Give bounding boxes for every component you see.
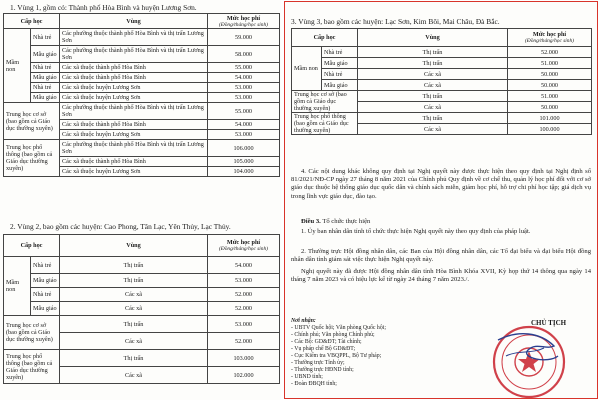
official-seal-icon	[488, 320, 570, 399]
zone-cell: Các xã	[358, 69, 508, 80]
table-row	[292, 80, 592, 91]
table-row	[4, 103, 280, 120]
zone2-fee-table	[3, 234, 280, 384]
table-row	[4, 83, 280, 93]
level-preschool: Mầm non	[292, 47, 322, 91]
zone-cell: Thị trấn	[60, 274, 208, 288]
zone-cell: Thị trấn	[60, 316, 208, 333]
fee-cell: 50.000	[508, 102, 592, 113]
zone-cell: Các phường thuộc thành phố Hòa Bình và thị trấn Lương Sơn	[60, 103, 208, 120]
sub-level: Nhà trẻ	[322, 47, 358, 58]
table-row	[4, 288, 280, 302]
header-level: Cấp học	[4, 235, 60, 257]
zone-cell: Thị trấn	[358, 58, 508, 69]
sub-level: Nhà trẻ	[31, 288, 60, 302]
header-fee: Mức học phí (Đồng/tháng/học sinh)	[208, 235, 280, 257]
zone-cell: Các xã thuộc thành phố Hòa Bình	[60, 120, 208, 130]
table-row	[4, 316, 280, 333]
fee-cell: 54.000	[208, 120, 280, 130]
zone-cell: Các xã thuộc huyện Lương Sơn	[60, 167, 208, 177]
table-row	[4, 140, 280, 157]
fee-cell: 53.000	[208, 130, 280, 140]
fee-cell: 55.000	[208, 63, 280, 73]
zone-cell: Các xã	[358, 102, 508, 113]
table-row	[292, 47, 592, 58]
sub-level: Mẫu giáo	[31, 274, 60, 288]
fee-cell: 53.000	[208, 316, 280, 333]
fee-cell: 51.000	[508, 91, 592, 102]
zone-cell: Các xã thuộc thành phố Hòa Bình	[60, 73, 208, 83]
recipient-item: - UBTV Quốc hội; Văn phòng Quốc hội;	[291, 325, 386, 331]
level-high: Trung học phổ thông (bao gồm cả Giáo dục thường xuyên)	[4, 350, 60, 384]
right-document-page	[284, 1, 598, 399]
table-header-row	[4, 235, 280, 257]
fee-cell: 54.000	[208, 73, 280, 83]
header-level: Cấp học	[4, 14, 60, 29]
header-fee: Mức học phí (Đồng/tháng/học sinh)	[208, 14, 280, 29]
zone-cell: Các xã	[358, 124, 508, 135]
zone-cell: Thị trấn	[60, 257, 208, 274]
zone-cell: Các phường thuộc thành phố Hòa Bình và thị trấn Lương Sơn	[60, 29, 208, 46]
zone3-title: 3. Vùng 3, bao gồm các huyện: Lạc Sơn, Kim Bôi, Mai Châu, Đà Bắc.	[291, 17, 500, 26]
header-zone: Vùng	[358, 29, 508, 47]
zone-cell: Các xã thuộc thành phố Hòa Bình	[60, 63, 208, 73]
left-document-page	[0, 0, 281, 400]
table-row	[4, 302, 280, 316]
zone-cell: Các xã thuộc thành phố Hòa Bình	[60, 157, 208, 167]
fee-cell: 105.000	[208, 157, 280, 167]
fee-cell: 50.000	[508, 69, 592, 80]
zone-cell: Các phường thuộc thành phố Hòa Bình và thị trấn Lương Sơn	[60, 46, 208, 63]
fee-cell: 58.000	[208, 46, 280, 63]
sub-level: Mẫu giáo	[31, 46, 60, 63]
fee-cell: 52.000	[208, 333, 280, 350]
recipient-item: - Các Bộ: GD&ĐT; Tài chính;	[291, 339, 362, 345]
sub-level: Mẫu giáo	[31, 302, 60, 316]
table-row	[292, 58, 592, 69]
level-preschool: Mầm non	[4, 257, 31, 316]
sub-level: Mẫu giáo	[31, 93, 60, 103]
sub-level: Nhà trẻ	[31, 29, 60, 46]
table-header-row	[292, 29, 592, 47]
level-secondary: Trung học cơ sở (bao gồm cả Giáo dục thường xuyên)	[292, 91, 358, 113]
paragraph-implementation-1: 1. Ủy ban nhân dân tỉnh tổ chức thực hiện Nghị quyết này theo quy định của pháp luật.	[301, 228, 531, 235]
level-high: Trung học phổ thông (bao gồm cả Giáo dục thường xuyên)	[4, 140, 60, 177]
header-level: Cấp học	[292, 29, 358, 47]
fee-cell: 50.000	[508, 80, 592, 91]
table-row	[4, 93, 280, 103]
table-row	[4, 63, 280, 73]
zone-cell: Các xã	[60, 333, 208, 350]
table-row	[4, 350, 280, 367]
fee-cell: 52.000	[208, 288, 280, 302]
level-preschool: Mầm non	[4, 29, 31, 103]
sub-level: Nhà trẻ	[322, 69, 358, 80]
header-zone: Vùng	[60, 14, 208, 29]
recipients-block	[291, 318, 456, 388]
fee-cell: 53.000	[208, 83, 280, 93]
signer-title: CHỦ TỊCH	[531, 319, 567, 327]
table-row	[292, 69, 592, 80]
recipient-item: - Cục Kiểm tra VBQPPL, Bộ Tư pháp;	[291, 353, 382, 359]
table-row	[4, 29, 280, 46]
fee-cell: 101.000	[508, 113, 592, 124]
sub-level: Mẫu giáo	[322, 58, 358, 69]
zone-cell: Thị trấn	[358, 47, 508, 58]
zone-cell: Thị trấn	[358, 113, 508, 124]
zone2-title: 2. Vùng 2, bao gồm các huyện: Cao Phong, Tân Lạc, Yên Thủy, Lạc Thủy.	[10, 222, 231, 231]
recipient-item: - Chính phủ; Văn phòng Chính phủ;	[291, 332, 375, 338]
paragraph-implementation-2: 2. Thường trực Hội đồng nhân dân, các Ban của Hội đồng nhân dân, các Tổ đại biểu và đại biểu Hội đồng nhân dân tỉnh giám sát việc thực hiện Nghị quyết này.	[291, 248, 591, 264]
sub-level: Mẫu giáo	[31, 73, 60, 83]
zone-cell: Các phường thuộc thành phố Hòa Bình và thị trấn Lương Sơn	[60, 140, 208, 157]
fee-cell: 53.000	[208, 274, 280, 288]
header-zone: Vùng	[60, 235, 208, 257]
sub-level: Nhà trẻ	[31, 83, 60, 93]
level-secondary: Trung học cơ sở (bao gồm cả Giáo dục thường xuyên)	[4, 103, 60, 140]
fee-cell: 100.000	[508, 124, 592, 135]
table-row	[292, 91, 592, 102]
article-3-heading	[291, 218, 591, 226]
recipient-item: - Đoàn ĐBQH tỉnh;	[291, 381, 337, 387]
table-row	[4, 257, 280, 274]
fee-cell: 51.000	[508, 58, 592, 69]
sub-level: Nhà trẻ	[31, 63, 60, 73]
recipient-item: - Thường trực HĐND tỉnh;	[291, 367, 354, 373]
recipient-item: - UBND tỉnh;	[291, 374, 323, 380]
sub-level: Mẫu giáo	[322, 80, 358, 91]
fee-cell: 52.000	[208, 302, 280, 316]
table-row	[292, 113, 592, 124]
table-row	[4, 73, 280, 83]
zone-cell: Thị trấn	[60, 350, 208, 367]
fee-cell: 59.000	[208, 29, 280, 46]
paragraph-other-provisions: 4. Các nội dung khác không quy định tại Nghị quyết này được thực hiện theo quy định tại Nghị định số 81/2021/NĐ-CP ngày 27 tháng 8 năm 2021 của Chính phủ Quy định về cơ chế thu, quản lý học phí đối với cơ sở giáo dục thuộc hệ thống giáo dục quốc dân và chính sách miễn, giảm học phí, hỗ trợ chi phí học tập; giá dịch vụ trong lĩnh vực giáo dục, đào tạo.	[291, 168, 591, 200]
zone-cell: Thị trấn	[358, 91, 508, 102]
level-high: Trung học phổ thông (bao gồm cả Giáo dục thường xuyên)	[292, 113, 358, 135]
zone3-fee-table	[291, 28, 592, 135]
recipients-title: Nơi nhận:	[291, 318, 316, 324]
zone-cell: Các xã thuộc huyện Lương Sơn	[60, 93, 208, 103]
header-fee: Mức học phí (Đồng/tháng/học sinh)	[508, 29, 592, 47]
zone-cell: Các xã	[60, 288, 208, 302]
fee-cell: 106.000	[208, 140, 280, 157]
fee-cell: 55.000	[208, 103, 280, 120]
fee-cell: 102.000	[208, 367, 280, 384]
recipient-item: - Thường trực Tỉnh ủy;	[291, 360, 345, 366]
recipient-item: - Vụ pháp chế Bộ GD&ĐT;	[291, 346, 356, 352]
paragraph-effect: Nghị quyết này đã được Hội đồng nhân dân tỉnh Hòa Bình Khóa XVII, Kỳ họp thứ 14 thông qua ngày 14 tháng 7 năm 2023 và có hiệu lực kể từ ngày 24 tháng 7 năm 2023./.	[291, 268, 591, 284]
zone1-title: 1. Vùng 1, gồm có: Thành phố Hòa Bình và huyện Lương Sơn.	[10, 3, 197, 12]
article-3-label: Điều 3.	[301, 218, 321, 225]
level-secondary: Trung học cơ sở (bao gồm cả Giáo dục thường xuyên)	[4, 316, 60, 350]
sub-level: Nhà trẻ	[31, 257, 60, 274]
zone-cell: Các xã thuộc huyện Lương Sơn	[60, 83, 208, 93]
zone-cell: Các xã thuộc huyện Lương Sơn	[60, 130, 208, 140]
zone-cell: Các xã	[60, 302, 208, 316]
zone-cell: Các xã	[60, 367, 208, 384]
table-row	[4, 46, 280, 63]
fee-cell: 53.000	[208, 93, 280, 103]
fee-cell: 103.000	[208, 350, 280, 367]
table-row	[4, 274, 280, 288]
fee-cell: 104.000	[208, 167, 280, 177]
zone-cell: Các xã	[358, 80, 508, 91]
table-header-row	[4, 14, 280, 29]
fee-cell: 54.000	[208, 257, 280, 274]
article-3-text: Tổ chức thực hiện	[322, 218, 371, 225]
fee-cell: 52.000	[508, 47, 592, 58]
zone1-fee-table	[3, 13, 280, 177]
